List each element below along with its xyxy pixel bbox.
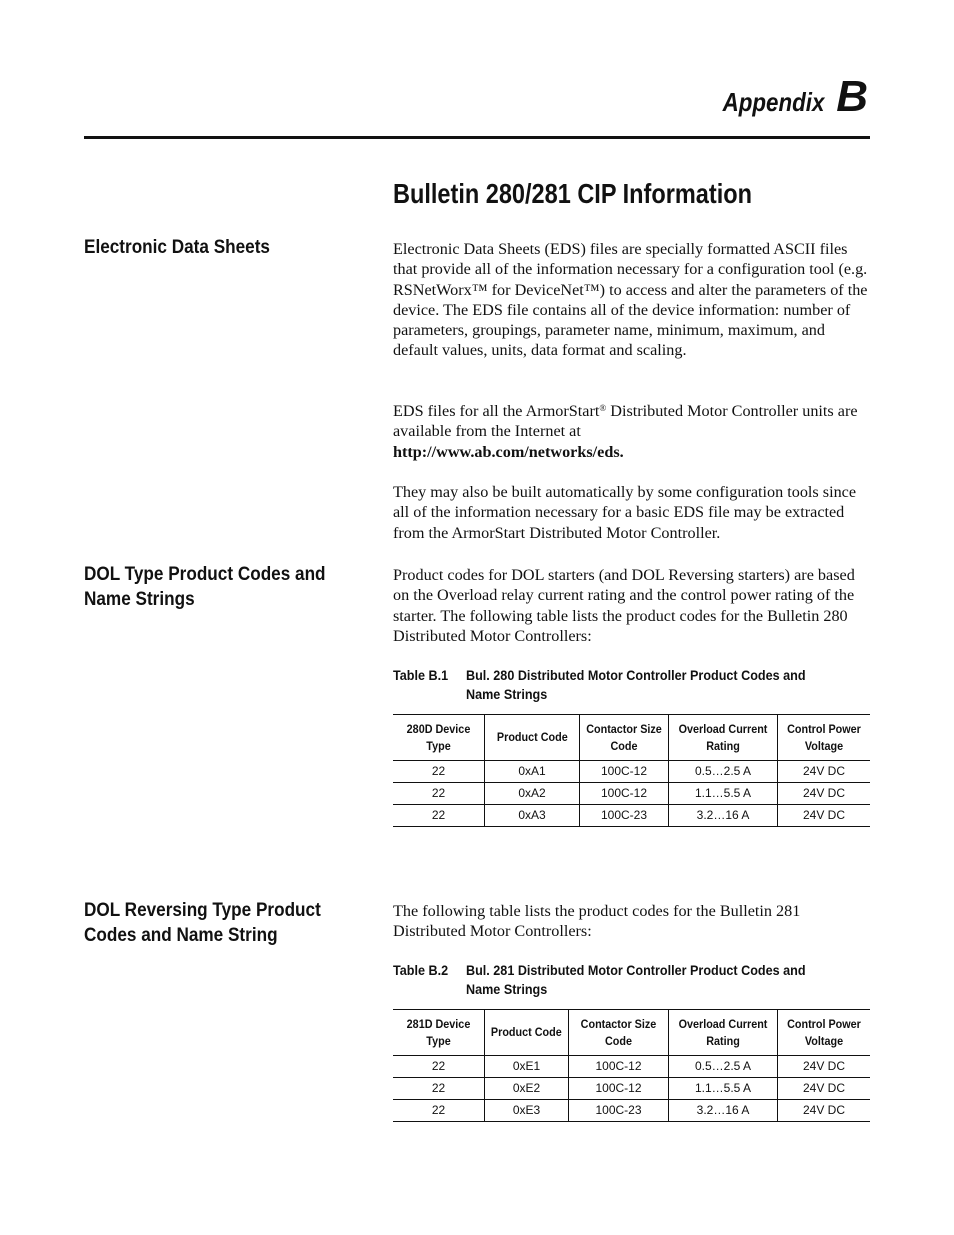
table-b2 <box>393 1009 870 1122</box>
table-header-row <box>393 715 870 761</box>
column-header: Product Code <box>485 1010 569 1056</box>
table-cell: 0xE2 <box>485 1078 569 1100</box>
table-cell: 24V DC <box>778 1100 871 1122</box>
table-cell: 0.5…2.5 A <box>669 761 778 783</box>
table-cell: 0xA1 <box>485 761 580 783</box>
table-cell: 0xE3 <box>485 1100 569 1122</box>
column-header: Control Power Voltage <box>778 1010 871 1056</box>
eds-paragraph-2 <box>393 401 871 462</box>
table-cell: 0.5…2.5 A <box>669 1056 778 1078</box>
column-header: 280D Device Type <box>393 715 485 761</box>
table-cell: 24V DC <box>778 1056 871 1078</box>
table-cell: 100C-12 <box>580 761 669 783</box>
column-header: Contactor Size Code <box>580 715 669 761</box>
chapter-title: Bulletin 280/281 CIP Information <box>393 178 752 209</box>
table-cell: 24V DC <box>778 761 871 783</box>
column-header: Overload Current Rating <box>669 715 778 761</box>
table-b2-title: Bul. 281 Distributed Motor Controller Product Codes and Name Strings <box>466 962 806 997</box>
table-cell: 100C-23 <box>580 805 669 827</box>
table-row <box>393 805 870 827</box>
eds-paragraph-1: Electronic Data Sheets (EDS) files are specially formatted ASCII files that provide all of the information necessary for a configuration tool (e.g. RSNetWorx™ for DeviceNet™) to access and alter the parameters of the device. The EDS file contains all of the device information: number of parameters, groupings, parameter name, minimum, maximum, and default values, units, data format and scaling. <box>393 240 868 360</box>
table-b2-number: Table B.2 <box>393 962 449 978</box>
table-cell: 22 <box>393 805 485 827</box>
table-cell: 3.2…16 A <box>669 1100 778 1122</box>
table-row <box>393 761 870 783</box>
table-cell: 100C-12 <box>580 783 669 805</box>
dol-reversing-paragraph-1: The following table lists the product codes for the Bulletin 281 Distributed Motor Controllers: <box>393 902 801 941</box>
header-rule <box>84 136 870 139</box>
table-row <box>393 1100 870 1122</box>
appendix-letter: B <box>836 72 868 121</box>
table-cell: 24V DC <box>778 805 871 827</box>
table-cell: 22 <box>393 761 485 783</box>
eds-url-link[interactable]: http://www.ab.com/networks/eds. <box>393 442 624 461</box>
table-row <box>393 1078 870 1100</box>
table-b2-caption <box>393 961 871 999</box>
table-cell: 22 <box>393 1056 485 1078</box>
table-cell: 100C-12 <box>569 1078 669 1100</box>
section-heading-dol: DOL Type Product Codes and Name Strings <box>84 563 326 610</box>
column-header: Control Power Voltage <box>778 715 871 761</box>
eds-paragraph-3: They may also be built automatically by some configuration tools since all of the information necessary for a basic EDS file may be extracted from the ArmorStart Distributed Motor Controller. <box>393 483 857 542</box>
table-cell: 22 <box>393 1078 485 1100</box>
eds-p2-after: Distributed Motor Controller units are available from the Internet at <box>393 402 858 441</box>
table-b1 <box>393 714 870 827</box>
table-cell: 3.2…16 A <box>669 805 778 827</box>
registered-mark: ® <box>599 403 607 413</box>
column-header: Overload Current Rating <box>669 1010 778 1056</box>
column-header: 281D Device Type <box>393 1010 485 1056</box>
table-cell: 24V DC <box>778 1078 871 1100</box>
column-header: Product Code <box>485 715 580 761</box>
table-cell: 22 <box>393 783 485 805</box>
table-cell: 1.1…5.5 A <box>669 1078 778 1100</box>
column-header: Contactor Size Code <box>569 1010 669 1056</box>
section-heading-eds: Electronic Data Sheets <box>84 236 270 258</box>
table-cell: 100C-23 <box>569 1100 669 1122</box>
table-b1-title: Bul. 280 Distributed Motor Controller Product Codes and Name Strings <box>466 667 806 702</box>
table-cell: 24V DC <box>778 783 871 805</box>
table-row <box>393 783 870 805</box>
table-b1-number: Table B.1 <box>393 667 449 683</box>
table-header-row <box>393 1010 870 1056</box>
table-cell: 0xA2 <box>485 783 580 805</box>
section-heading-dol-reversing: DOL Reversing Type Product Codes and Name String <box>84 899 321 946</box>
dol-paragraph-1: Product codes for DOL starters (and DOL Reversing starters) are based on the Overload relay current rating and the control power rating of the starter. The following table lists the product codes for the Bulletin 280 Distributed Motor Controllers: <box>393 566 855 645</box>
table-b1-caption <box>393 666 871 704</box>
appendix-word: Appendix <box>722 87 825 117</box>
eds-p2-before: EDS files for all the ArmorStart <box>393 402 600 420</box>
table-row <box>393 1056 870 1078</box>
table-cell: 100C-12 <box>569 1056 669 1078</box>
table-cell: 22 <box>393 1100 485 1122</box>
table-cell: 0xE1 <box>485 1056 569 1078</box>
appendix-heading <box>706 72 868 122</box>
table-cell: 1.1…5.5 A <box>669 783 778 805</box>
table-cell: 0xA3 <box>485 805 580 827</box>
